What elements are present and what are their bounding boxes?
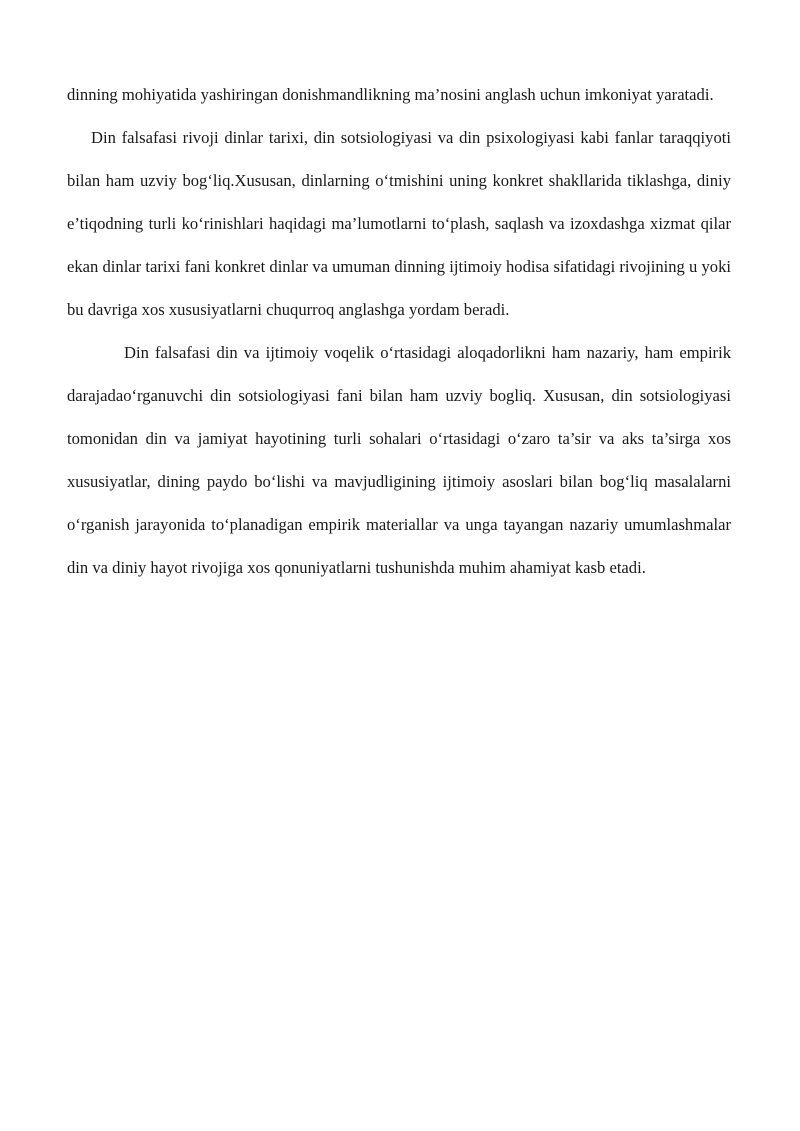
paragraph-history-of-religions: Din falsafasi rivoji dinlar tarixi, din sotsiologiyasi va din psixologiyasi kabi fanlar taraqqiyoti bilan ham uzviy bog‘liq.Xususan, dinlarning o‘tmishini uning konkret shakllarida tiklashga, diniy e’tiqodning turli ko‘rinishlari haqidagi ma’lumotlarni to‘plash, saqlash va izoxdashga xizmat qilar ekan dinlar tarixi fani konkret dinlar va umuman dinning ijtimoiy hodisa sifatidagi rivojining u yoki bu davriga xos xususiyatlarni chuqurroq anglashga yordam beradi. xyxy=(67,128,731,319)
paragraph-sociology-of-religion: Din falsafasi din va ijtimoiy voqelik o‘rtasidagi aloqadorlikni ham nazariy, ham empirik darajadao‘rganuvchi din sotsiologiyasi fani bilan ham uzviy bogliq. Xususan, din sotsiologiyasi tomonidan din va jamiyat hayotining turli sohalari o‘rtasidagi o‘zaro ta’sir va aks ta’sirga xos xususiyatlar, dining paydo bo‘lishi va mavjudligining ijtimoiy asoslari bilan bog‘liq masalalarni o‘rganish jarayonida to‘planadigan empirik materiallar va unga tayangan nazariy umumlashmalar din va diniy hayot rivojiga xos qonuniyatlarni tushunishda muhim ahamiyat kasb etadi. xyxy=(67,343,731,577)
paragraph-continuation: dinning mohiyatida yashiringan donishmandlikning ma’nosini anglash uchun imkoniyat yaratadi. xyxy=(67,85,714,104)
body-text xyxy=(67,73,731,589)
